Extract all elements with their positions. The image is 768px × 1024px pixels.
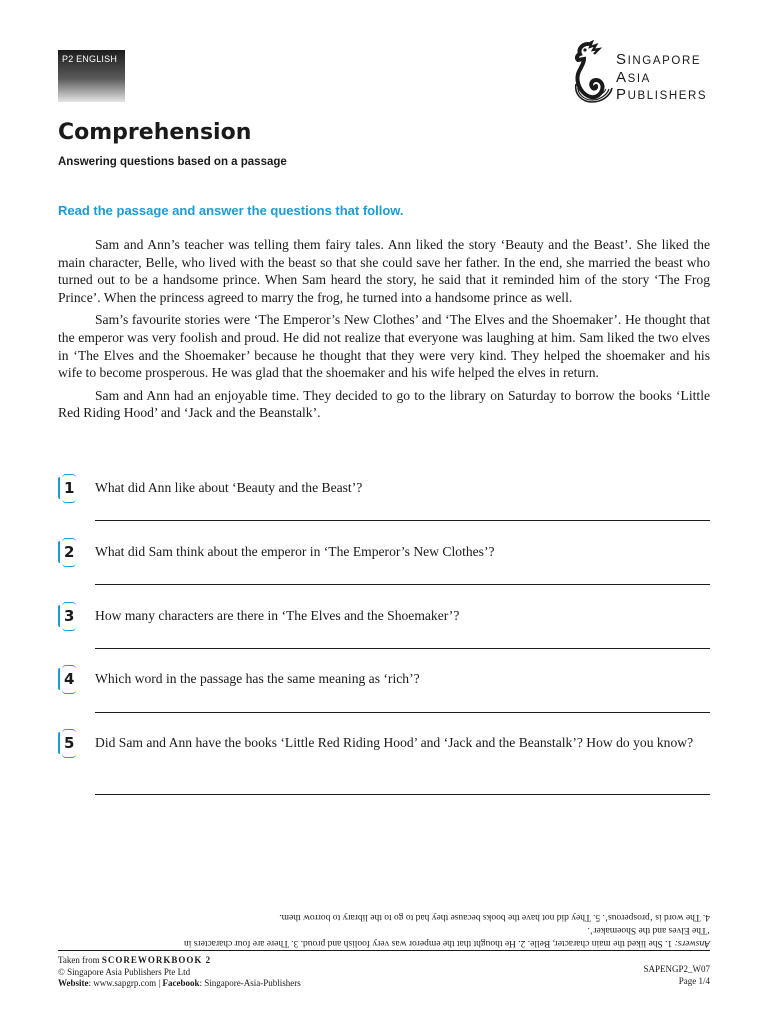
reading-passage — [58, 236, 710, 427]
question-text: Which word in the passage has the same meaning as ‘rich’? — [95, 671, 420, 686]
footer-taken-from: Taken from — [58, 955, 100, 965]
logo-text-asia: ASIA — [616, 69, 651, 86]
question-number-badge — [58, 732, 84, 758]
question-text: How many characters are there in ‘The Elves and the Shoemaker’? — [95, 608, 460, 623]
answer-line[interactable] — [95, 648, 710, 649]
question-number-badge — [58, 668, 84, 694]
question-number: 4 — [64, 670, 75, 688]
footer-website-link[interactable]: : www.sapgrp.com — [88, 978, 157, 988]
footer-copyright: © Singapore Asia Publishers Pte Ltd — [58, 966, 191, 977]
question-number: 2 — [64, 543, 75, 561]
question-number: 1 — [64, 479, 75, 497]
question-number-badge — [58, 605, 84, 631]
footer-page-info — [643, 964, 710, 987]
footer-facebook-link[interactable]: : Singapore-Asia-Publishers — [199, 978, 301, 988]
logo-text-singapore: SINGAPORE — [616, 51, 702, 68]
instruction-text: Read the passage and answer the questions that follow. — [58, 203, 404, 218]
answer-key-label: Answers: — [674, 938, 710, 948]
footer-credits: Taken from SCOREWORKBOOK 2 © Singapore Asia Publishers Pte Ltd Website: www.sapgrp.com | Facebook: Singapore-Asia-Publishers — [58, 955, 301, 988]
question-text: What did Sam think about the emperor in ‘The Emperor’s New Clothes’? — [95, 544, 495, 559]
answer-line[interactable] — [95, 520, 710, 521]
answer-key-text-1: 1. She liked the main character, Belle. 2. He thought that the emperor was very foolish and proud. 3. There are four characters in ‘The Elves and the Shoemaker’. — [183, 925, 710, 948]
answer-line[interactable] — [95, 794, 710, 795]
question-number-badge — [58, 541, 84, 567]
logo-text-publishers: PUBLISHERS — [616, 86, 708, 103]
question-number: 3 — [64, 607, 75, 625]
publisher-logo — [572, 40, 722, 106]
footer-facebook-label: Facebook — [162, 978, 200, 988]
subject-tag — [58, 50, 125, 102]
question-text: Did Sam and Ann have the books ‘Little Red Riding Hood’ and ‘Jack and the Beanstalk’? How do you know? — [95, 735, 694, 750]
question-text: What did Ann like about ‘Beauty and the Beast’? — [95, 480, 363, 495]
footer-website-label: Website — [58, 978, 89, 988]
answer-key-line-2: 4. The word is ‘prosperous’. 5. They did not have the books because they had to go to the library to borrow them. — [279, 912, 710, 922]
answer-line[interactable] — [95, 584, 710, 585]
seahorse-logo-icon — [572, 40, 616, 104]
page-subtitle: Answering questions based on a passage — [58, 156, 287, 168]
answer-key — [180, 910, 710, 949]
subject-tag-label: P2 ENGLISH — [62, 54, 118, 64]
footer-page-number: Page 1/4 — [678, 975, 710, 986]
question-number-badge — [58, 477, 84, 503]
passage-paragraph-3: Sam and Ann had an enjoyable time. They decided to go to the library on Saturday to borrow the books ‘Little Red Riding Hood’ and ‘Jack and the Beanstalk’. — [58, 387, 710, 421]
footer-divider — [58, 950, 710, 951]
footer-worksheet-code: SAPENGP2_W07 — [643, 964, 710, 974]
passage-paragraph-2: Sam’s favourite stories were ‘The Emperor’s New Clothes’ and ‘The Elves and the Shoemaker’. He thought that the emperor was very foolish and proud. He did not realize that everyone was laughing at him. Sam liked the two elves in ‘The Elves and the Shoemaker’ because he thought that they were very kind. They helped the shoemaker and his wife to become prosperous. He was glad that the shoemaker and his wife helped the elves in return. — [58, 312, 710, 381]
page-title: Comprehension — [58, 120, 252, 145]
footer-book-title: SCOREWORKBOOK 2 — [101, 955, 212, 965]
answer-line[interactable] — [95, 712, 710, 713]
answer-key-line-1 — [180, 923, 710, 949]
passage-paragraph-1: Sam and Ann’s teacher was telling them fairy tales. Ann liked the story ‘Beauty and the Beast’. She liked the main character, Belle, who lived with the beast so that she could save her father. In the end, she married the beast who turned out to be a handsome prince. When Sam heard the story, he said that it reminded him of the story ‘The Frog Prince’. When the princess agreed to marry the frog, he turned into a handsome prince as well. — [58, 237, 710, 305]
question-number: 5 — [64, 734, 75, 752]
